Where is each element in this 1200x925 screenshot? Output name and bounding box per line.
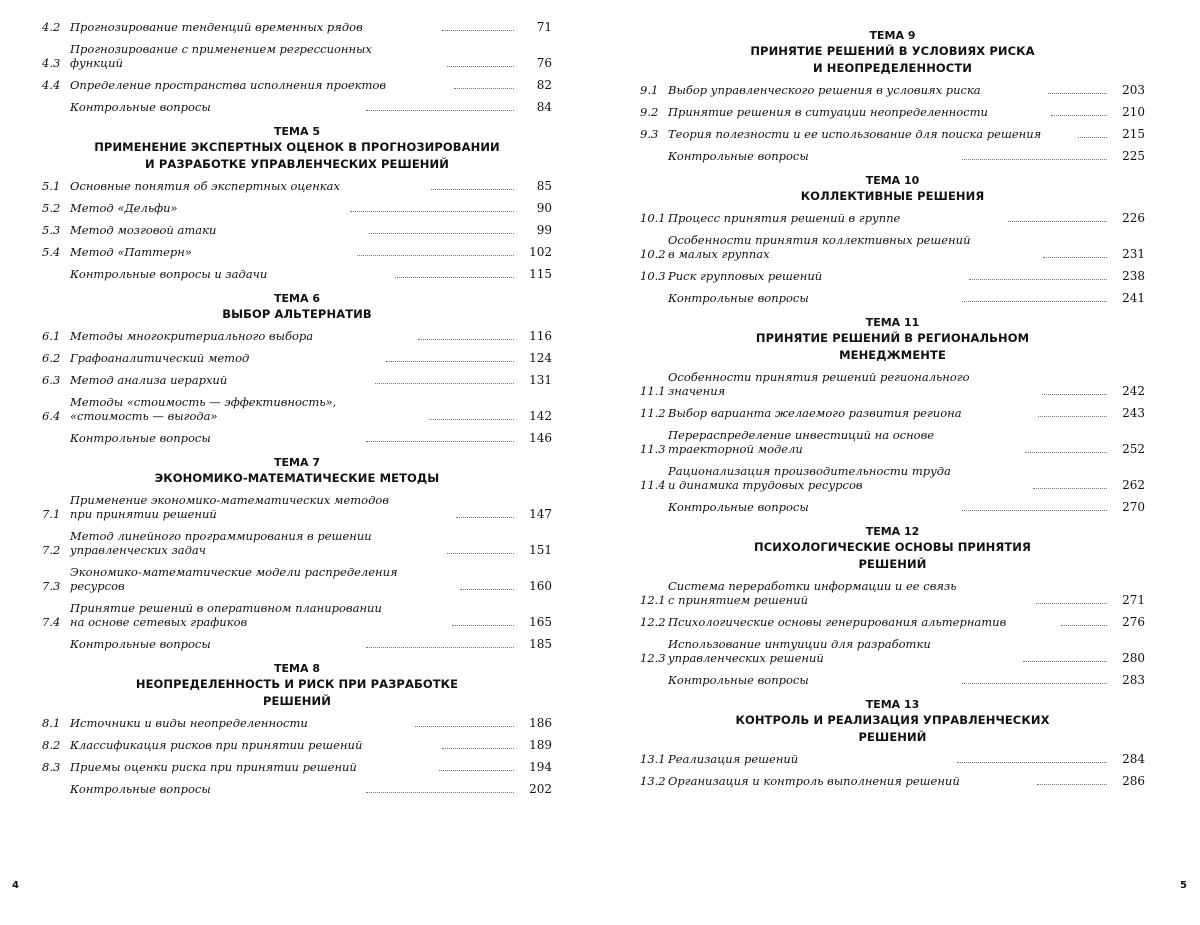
entry-title [70,201,342,215]
entry-number: 5.4 [42,245,61,259]
toc-entry [640,269,1145,283]
entry-title-line: Применение экономико-математических методов [70,493,390,507]
entry-title-line: Источники и виды неопределенности [70,716,308,730]
entry-title-line: функций [70,56,123,70]
entry-page: 276 [1122,615,1146,629]
leader-dots [1008,221,1107,222]
entry-title [70,329,410,343]
entry-title-line: Контрольные вопросы [668,500,809,514]
entry-title [668,127,1070,141]
toc-questions-entry [42,100,552,114]
entry-page: 102 [529,245,552,259]
entry-page: 147 [529,507,553,521]
entry-title-line: Контрольные вопросы и задачи [70,267,268,281]
left-page [42,18,552,804]
entry-title-line: при принятии решений [70,507,217,521]
entry-title [668,370,1034,398]
entry-page: 185 [529,637,553,651]
entry-title-line: Использование интуиции для разработки [668,637,931,651]
leader-dots [447,66,514,67]
topic-number: ТЕМА 5 [274,125,320,138]
entry-page: 203 [1122,83,1146,97]
page-number-right: 5 [1180,880,1187,891]
topic-number: ТЕМА 10 [865,174,920,187]
leader-dots [418,339,514,340]
toc-entry [42,351,552,365]
entry-title [668,269,961,283]
entry-page: 99 [536,223,553,237]
entry-title-line: Контрольные вопросы [70,431,211,445]
topic-title-line: КОЛЛЕКТИВНЫЕ РЕШЕНИЯ [800,189,985,203]
entry-title-line: Контрольные вопросы [70,100,211,114]
toc-questions-entry [42,782,552,796]
leader-dots [1042,394,1107,395]
toc-entry [42,716,552,730]
toc-entry [42,738,552,752]
entry-title-line: Перераспределение инвестиций на основе [668,428,935,442]
entry-page: 231 [1122,247,1145,261]
topic-number: ТЕМА 12 [865,525,920,538]
entry-title [668,774,1029,788]
entry-page: 202 [529,782,553,796]
leader-dots [350,211,514,212]
entry-title [668,428,1017,456]
entry-number: 7.1 [42,507,61,521]
topic-heading [640,697,1145,746]
entry-number: 11.3 [640,442,666,456]
entry-title [70,78,446,92]
entry-page: 262 [1122,478,1145,492]
leader-dots [375,383,514,384]
toc-questions-entry [640,500,1145,514]
topic-title-line: ЭКОНОМИКО-МАТЕМАТИЧЕСКИЕ МЕТОДЫ [154,471,440,485]
topic-number: ТЕМА 8 [274,662,320,675]
entry-page: 243 [1122,406,1146,420]
entry-title [70,373,367,387]
leader-dots [962,683,1107,684]
topic-heading [42,291,552,323]
entry-title-line: Метод мозговой атаки [70,223,217,237]
toc-entry [640,774,1145,788]
topic-number: ТЕМА 9 [869,29,916,42]
entry-title-line: Контрольные вопросы [668,291,809,305]
leader-dots [1078,137,1107,138]
topic-heading [42,455,552,487]
leader-dots [429,419,514,420]
topic-heading [42,124,552,173]
entry-number: 8.3 [42,760,61,774]
entry-title-line: Методы «стоимость — эффективность», [70,395,337,409]
toc-entry [640,211,1145,225]
topic-heading [640,315,1145,364]
entry-title-line: Контрольные вопросы [668,149,809,163]
leader-dots [1048,93,1107,94]
entry-title-line: траекторной модели [668,442,803,456]
entry-title-line: Графоаналитический метод [70,351,250,365]
entry-page: 142 [529,409,553,423]
entry-title-line: Принятие решений в оперативном планировании [70,601,382,615]
entry-title-line: Метод анализа иерархий [70,373,228,387]
entry-page: 238 [1122,269,1145,283]
leader-dots [366,441,514,442]
topic-number: ТЕМА 11 [865,316,920,329]
entry-page: 210 [1122,105,1145,119]
topic-title-line: КОНТРОЛЬ И РЕАЛИЗАЦИЯ УПРАВЛЕНЧЕСКИХ [735,713,1050,727]
entry-title-line: Выбор управленческого решения в условиях риска [668,83,981,97]
entry-title [70,100,358,114]
toc-entry [42,78,552,92]
entry-title [668,406,1030,420]
entry-page: 241 [1122,291,1146,305]
entry-number: 13.1 [640,752,666,766]
entry-title [70,637,358,651]
entry-number: 4.4 [42,78,61,92]
entry-title [70,245,349,259]
entry-title-line: Прогнозирование тенденций временных рядов [70,20,363,34]
topic-heading [640,28,1145,77]
entry-number: 5.3 [42,223,61,237]
entry-title-line: Организация и контроль выполнения решений [668,774,960,788]
toc-entry [42,329,552,343]
topic-number: ТЕМА 7 [274,456,320,469]
leader-dots [439,770,514,771]
leader-dots [460,589,514,590]
entry-title-line: Рационализация производительности труда [668,464,951,478]
entry-page: 186 [529,716,553,730]
leader-dots [395,277,514,278]
toc-entry [42,373,552,387]
leader-dots [969,279,1107,280]
topic-number: ТЕМА 13 [865,698,920,711]
entry-title [70,20,434,34]
toc-entry [42,20,552,34]
entry-title-line: Контрольные вопросы [70,782,211,796]
topic-title-line: НЕОПРЕДЕЛЕННОСТЬ И РИСК ПРИ РАЗРАБОТКЕ [135,677,459,691]
toc-entry [42,493,552,521]
toc-entry [640,579,1145,607]
entry-page: 270 [1122,500,1146,514]
entry-title-line: Принятие решения в ситуации неопределенности [668,105,988,119]
entry-page: 151 [529,543,552,557]
entry-title [668,637,1015,665]
entry-number: 13.2 [640,774,666,788]
topic-title-line: И РАЗРАБОТКЕ УПРАВЛЕНЧЕСКИХ РЕШЕНИЙ [145,157,449,171]
topic-title-line: ПРИНЯТИЕ РЕШЕНИЙ В РЕГИОНАЛЬНОМ [755,331,1030,345]
topic-heading [640,173,1145,205]
entry-title-line: управленческих решений [668,651,824,665]
entry-title-line: Метод «Дельфи» [70,201,178,215]
entry-page: 76 [536,56,553,70]
leader-dots [369,233,514,234]
entry-title-line: Риск групповых решений [668,269,823,283]
entry-title [668,464,1025,492]
toc-entry [42,42,552,70]
page-number-left: 4 [12,880,19,891]
topic-title-line: ПСИХОЛОГИЧЕСКИЕ ОСНОВЫ ПРИНЯТИЯ [754,540,1031,554]
entry-title-line: с принятием решений [668,593,809,607]
entry-number: 9.1 [640,83,659,97]
entry-number: 12.2 [640,615,666,629]
entry-page: 189 [529,738,552,752]
topic-title-line: МЕНЕДЖМЕНТЕ [839,348,946,362]
entry-page: 84 [536,100,553,114]
entry-title [70,179,423,193]
topic-title-line: РЕШЕНИЙ [858,730,927,744]
toc-questions-entry [42,637,552,651]
entry-title [70,601,444,629]
leader-dots [1033,488,1107,489]
entry-title [70,782,358,796]
entry-number: 11.4 [640,478,666,492]
entry-number: 11.2 [640,406,666,420]
entry-page: 283 [1122,673,1146,687]
topic-title-line: РЕШЕНИЙ [858,557,927,571]
toc-entry [640,752,1145,766]
topic-number: ТЕМА 6 [274,292,320,305]
leader-dots [366,110,514,111]
entry-page: 131 [529,373,552,387]
leader-dots [447,553,514,554]
toc-questions-entry [42,431,552,445]
toc-questions-entry [640,149,1145,163]
leader-dots [962,510,1107,511]
entry-number: 6.2 [42,351,61,365]
leader-dots [456,517,515,518]
entry-number: 7.3 [42,579,61,593]
entry-title-line: Особенности принятия коллективных решений [668,233,971,247]
entry-title-line: Процесс принятия решений в группе [668,211,901,225]
leader-dots [1051,115,1107,116]
leader-dots [415,726,514,727]
entry-title [668,752,949,766]
entry-page: 226 [1122,211,1146,225]
toc-entry [42,179,552,193]
entry-number: 7.4 [42,615,61,629]
topic-heading [42,661,552,710]
entry-title [70,351,378,365]
entry-title-line: Система переработки информации и ее связь [668,579,957,593]
leader-dots [1036,603,1107,604]
entry-title [70,493,448,521]
entry-title-line: «стоимость — выгода» [70,409,218,423]
entry-page: 194 [529,760,553,774]
entry-number: 8.1 [42,716,61,730]
leader-dots [1061,625,1107,626]
entry-number: 11.1 [640,384,666,398]
toc-entry [42,760,552,774]
toc-entry [640,637,1145,665]
leader-dots [357,255,514,256]
entry-page: 215 [1122,127,1146,141]
entry-title [668,233,1035,261]
leader-dots [962,301,1107,302]
leader-dots [366,647,514,648]
leader-dots [452,625,514,626]
entry-page: 271 [1122,593,1146,607]
entry-page: 116 [529,329,552,343]
leader-dots [1043,257,1107,258]
topic-title-line: ВЫБОР АЛЬТЕРНАТИВ [222,307,372,321]
entry-title [668,673,954,687]
entry-title-line: в малых группах [668,247,770,261]
leader-dots [366,792,514,793]
toc-entry [640,83,1145,97]
entry-page: 115 [529,267,552,281]
entry-number: 12.3 [640,651,666,665]
entry-number: 10.2 [640,247,666,261]
entry-number: 5.2 [42,201,61,215]
entry-title-line: и динамика трудовых ресурсов [668,478,863,492]
entry-number: 12.1 [640,593,666,607]
leader-dots [962,159,1107,160]
entry-title-line: Реализация решений [668,752,799,766]
entry-number: 6.4 [42,409,61,423]
entry-number: 10.1 [640,211,666,225]
entry-title-line: Основные понятия об экспертных оценках [70,179,341,193]
entry-title [70,716,407,730]
entry-number: 10.3 [640,269,666,283]
entry-page: 85 [536,179,553,193]
toc-entry [42,223,552,237]
entry-number: 7.2 [42,543,61,557]
entry-title-line: Психологические основы генерирования альтернатив [668,615,1007,629]
entry-page: 225 [1122,149,1146,163]
entry-title-line: Прогнозирование с применением регрессионных [70,42,372,56]
entry-page: 71 [536,20,552,34]
entry-number: 6.3 [42,373,61,387]
entry-page: 286 [1122,774,1146,788]
entry-page: 165 [529,615,553,629]
topic-title-line: ПРИМЕНЕНИЕ ЭКСПЕРТНЫХ ОЦЕНОК В ПРОГНОЗИРОВАНИИ [94,140,500,154]
leader-dots [442,748,514,749]
entry-number: 4.3 [42,56,61,70]
entry-title [70,42,439,70]
entry-number: 4.2 [42,20,61,34]
entry-title-line: управленческих задач [70,543,206,557]
entry-title-line: Выбор варианта желаемого развития региона [668,406,962,420]
leader-dots [1037,784,1107,785]
entry-page: 242 [1122,384,1146,398]
entry-title-line: на основе сетевых графиков [70,615,248,629]
leader-dots [431,189,514,190]
entry-title [70,395,421,423]
entry-page: 280 [1122,651,1145,665]
entry-page: 284 [1122,752,1145,766]
entry-title [668,105,1043,119]
entry-title [668,83,1040,97]
entry-title-line: ресурсов [70,579,125,593]
entry-title-line: Контрольные вопросы [70,637,211,651]
entry-number: 6.1 [42,329,61,343]
entry-title-line: Экономико-математические модели распределения [70,565,398,579]
toc-entry [42,529,552,557]
toc-entry [640,370,1145,398]
entry-title-line: Метод «Паттерн» [70,245,192,259]
entry-title [70,431,358,445]
entry-page: 90 [536,201,553,215]
toc-entry [640,428,1145,456]
entry-title-line: Приемы оценки риска при принятии решений [70,760,357,774]
toc-entry [640,406,1145,420]
entry-page: 124 [529,351,552,365]
toc-entry [42,565,552,593]
topic-heading [640,524,1145,573]
entry-title-line: Определение пространства исполнения проектов [70,78,387,92]
toc-questions-entry [640,673,1145,687]
entry-title [668,149,954,163]
entry-number: 9.2 [640,105,659,119]
entry-title [668,211,1000,225]
entry-page: 160 [529,579,553,593]
toc-questions-entry [640,291,1145,305]
entry-number: 9.3 [640,127,659,141]
entry-title [668,579,1028,607]
right-page [640,18,1145,796]
entry-title [668,291,954,305]
toc-entry [42,601,552,629]
entry-title [70,267,387,281]
toc-entry [42,201,552,215]
entry-title-line: значения [668,384,726,398]
entry-title-line: Теория полезности и ее использование для поиска решения [668,127,1042,141]
entry-title [668,615,1053,629]
entry-title [70,760,431,774]
topic-title-line: И НЕОПРЕДЕЛЕННОСТИ [812,61,973,75]
entry-title-line: Контрольные вопросы [668,673,809,687]
entry-page: 252 [1122,442,1146,456]
toc-entry [640,464,1145,492]
entry-title [70,738,434,752]
entry-number: 5.1 [42,179,61,193]
toc-entry [640,233,1145,261]
entry-title [668,500,954,514]
entry-title [70,223,361,237]
toc-entry [640,105,1145,119]
leader-dots [442,30,514,31]
entry-title [70,565,452,593]
leader-dots [1023,661,1107,662]
toc-entry [640,127,1145,141]
entry-title-line: Особенности принятия решений регионального [668,370,970,384]
leader-dots [957,762,1107,763]
leader-dots [454,88,514,89]
toc-questions-entry [42,267,552,281]
entry-page: 146 [529,431,553,445]
entry-number: 8.2 [42,738,61,752]
entry-title [70,529,439,557]
leader-dots [1038,416,1107,417]
entry-page: 82 [536,78,553,92]
topic-title-line: РЕШЕНИЙ [263,694,331,708]
toc-entry [640,615,1145,629]
leader-dots [1025,452,1107,453]
entry-title-line: Классификация рисков при принятии решений [70,738,363,752]
entry-title-line: Метод линейного программирования в решении [70,529,372,543]
leader-dots [386,361,514,362]
entry-title-line: Методы многокритериального выбора [70,329,314,343]
topic-title-line: ПРИНЯТИЕ РЕШЕНИЙ В УСЛОВИЯХ РИСКА [750,44,1035,58]
toc-entry [42,245,552,259]
toc-entry [42,395,552,423]
